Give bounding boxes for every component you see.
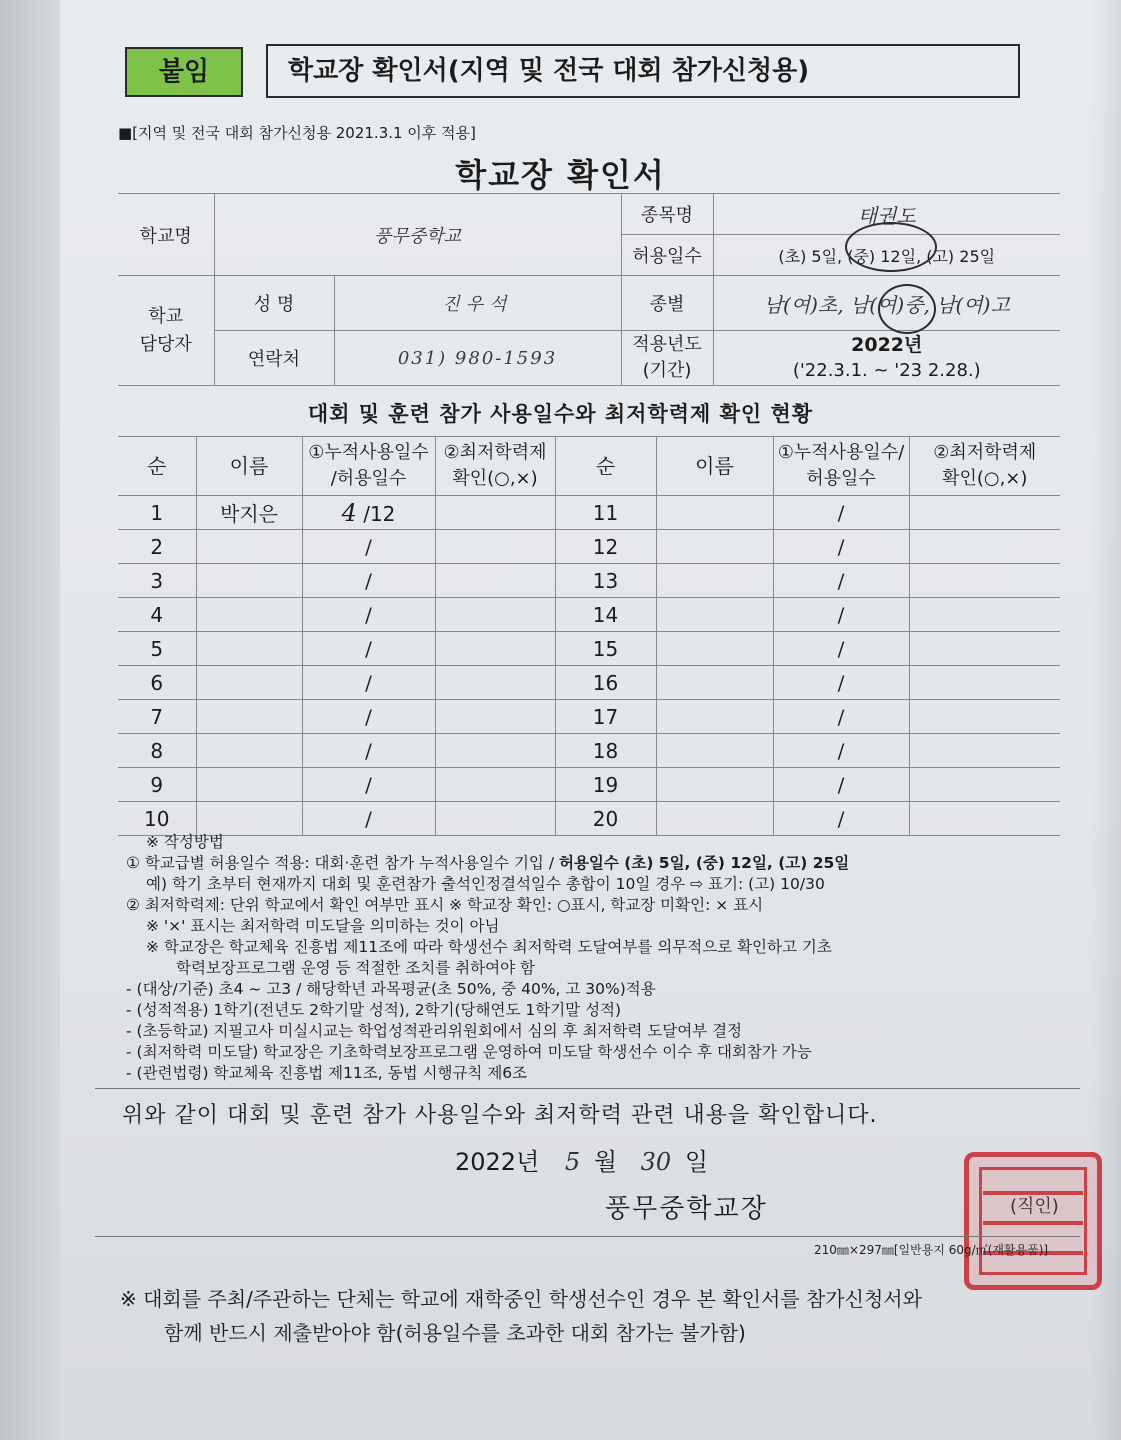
row-seq-2: 18 [555, 734, 656, 768]
apply-period-value: ('22.3.1. ~ '23 2.28.) [792, 360, 981, 381]
document-header-title: 학교장 확인서(지역 및 전국 대회 참가신청용) [266, 44, 1020, 98]
paper-fold-shadow [0, 0, 60, 1440]
row-seq-2: 19 [555, 768, 656, 802]
row-name-2 [656, 598, 773, 632]
instruction-line: ※ 학교장은 학교체육 진흥법 제11조에 따라 학생선수 최저학력 도달여부를 의무적으로 확인하고 기초 [146, 938, 832, 956]
row-min-academic-2 [909, 734, 1060, 768]
instruction-text: ① 학교급별 허용일수 적용: 대회·훈련 참가 누적사용일수 기입 / [126, 854, 559, 872]
allowed-days-value: (초) 5일, (중) 12일, (고) 25일 [713, 235, 1060, 276]
header-name-2: 이름 [656, 437, 773, 496]
row-min-academic-2 [909, 802, 1060, 836]
table-row [118, 802, 1060, 836]
name-label: 성 명 [214, 276, 334, 331]
gender-circle-mark [878, 284, 936, 334]
date-month: 5 [564, 1148, 581, 1176]
header-name: 이름 [196, 437, 302, 496]
row-name: 박지은 [196, 496, 302, 530]
row-used-days: / [302, 768, 435, 802]
row-name-2 [656, 496, 773, 530]
row-min-academic-2 [909, 496, 1060, 530]
row-seq-2: 13 [555, 564, 656, 598]
instruction-line: ※ '×' 표시는 최저학력 미도달을 의미하는 것이 아님 [146, 917, 500, 935]
row-name [196, 530, 302, 564]
table-row [118, 598, 1060, 632]
header-min-academic: ②최저학력제 확인(○,×) [435, 437, 555, 496]
row-used-days-2: / [773, 564, 909, 598]
instruction-line: - (관련법령) 학교체육 진흥법 제11조, 동법 시행규칙 제6조 [126, 1064, 528, 1082]
date-month-unit: 월 [593, 1148, 618, 1176]
row-seq-2: 20 [555, 802, 656, 836]
signature-date [455, 1142, 708, 1177]
row-min-academic [435, 632, 555, 666]
row-seq: 10 [118, 802, 196, 836]
instruction-line: 학력보장프로그램 운영 등 적절한 조치를 취하여야 함 [176, 959, 535, 977]
manager-signature: 진우석 [334, 276, 621, 331]
row-name-2 [656, 530, 773, 564]
table-row [118, 700, 1060, 734]
row-seq: 9 [118, 768, 196, 802]
header-used-days: ①누적사용일수 /허용일수 [302, 437, 435, 496]
table-row [118, 530, 1060, 564]
row-seq: 1 [118, 496, 196, 530]
date-day: 30 [640, 1148, 672, 1176]
principal-name: 풍무중학교장 [605, 1194, 768, 1224]
row-min-academic-2 [909, 666, 1060, 700]
row-min-academic [435, 598, 555, 632]
table-row [118, 632, 1060, 666]
row-min-academic [435, 734, 555, 768]
apply-year-label: 적용년도 (기간) [621, 331, 713, 386]
row-used-days: / [302, 802, 435, 836]
row-used-days-2: / [773, 734, 909, 768]
row-used-days: / [302, 598, 435, 632]
seal-label: (직인) [1010, 1196, 1059, 1217]
instruction-line: - (대상/기준) 초4 ~ 고3 / 해당학년 과목평균(초 50%, 중 40%, 고 30%)적용 [126, 980, 656, 998]
row-min-academic-2 [909, 530, 1060, 564]
instruction-line: - (초등학교) 지필고사 미실시교는 학업성적관리위원회에서 심의 후 최저학력 도달여부 결정 [126, 1022, 743, 1040]
row-min-academic-2 [909, 598, 1060, 632]
row-seq-2: 17 [555, 700, 656, 734]
row-name-2 [656, 700, 773, 734]
row-used-days: / [302, 700, 435, 734]
school-name-label: 학교명 [118, 194, 214, 276]
row-min-academic [435, 530, 555, 564]
row-name [196, 564, 302, 598]
row-used-days-2: / [773, 496, 909, 530]
attachment-badge: 붙임 [125, 47, 243, 97]
instruction-line: - (성적적용) 1학기(전년도 2학기말 성적), 2학기(당해연도 1학기말 성적) [126, 1001, 622, 1019]
writing-instructions [118, 832, 1078, 1084]
gender-value: 남(여)초, 남(여)중, 남(여)고 [713, 276, 1060, 331]
footer-line: ※ 대회를 주최/주관하는 단체는 학교에 재학중인 학생선수인 경우 본 확인서를 참가신청서와 [120, 1287, 922, 1311]
row-used-days-2: / [773, 598, 909, 632]
instructions-heading: ※ 작성방법 [146, 833, 224, 851]
allowed-days-label: 허용일수 [621, 235, 713, 276]
contact-value: 031) 980-1593 [334, 331, 621, 386]
table-row [118, 496, 1060, 530]
instruction-line: - (최저학력 미도달) 학교장은 기초학력보장프로그램 운영하여 미도달 학생선수 이수 후 대회참가 가능 [126, 1043, 812, 1061]
row-seq-2: 11 [555, 496, 656, 530]
row-min-academic-2 [909, 700, 1060, 734]
table-row [118, 564, 1060, 598]
footer-notice [120, 1282, 1080, 1350]
row-min-academic [435, 700, 555, 734]
apply-year-value: 2022년 [851, 334, 923, 356]
row-used-days [302, 496, 435, 530]
table-row [118, 734, 1060, 768]
header-seq-2: 순 [555, 437, 656, 496]
row-name-2 [656, 802, 773, 836]
paper-size-note: 210㎜×297㎜[일반용지 60g/㎡(재활용품)] [814, 1243, 1049, 1257]
instruction-line [118, 853, 1078, 874]
row-min-academic [435, 768, 555, 802]
header-min-academic-2: ②최저학력제 확인(○,×) [909, 437, 1060, 496]
row-seq-2: 12 [555, 530, 656, 564]
row-name [196, 734, 302, 768]
row-seq: 4 [118, 598, 196, 632]
seal-stroke [983, 1221, 1083, 1225]
row-used-days: / [302, 530, 435, 564]
row-name [196, 666, 302, 700]
divider [95, 1236, 1080, 1237]
contact-label: 연락처 [214, 331, 334, 386]
confirmation-statement: 위와 같이 대회 및 훈련 참가 사용일수와 최저학력 관련 내용을 확인합니다. [122, 1103, 878, 1128]
participation-status-table [118, 436, 1060, 836]
row-seq: 5 [118, 632, 196, 666]
divider [95, 1088, 1080, 1089]
row-used-days-2: / [773, 802, 909, 836]
row-used-days: / [302, 632, 435, 666]
row-used-days: / [302, 734, 435, 768]
gender-label: 종별 [621, 276, 713, 331]
middle-school-circle-mark [845, 222, 937, 272]
event-label: 종목명 [621, 194, 713, 235]
manager-label: 학교 담당자 [118, 276, 214, 386]
row-seq-2: 15 [555, 632, 656, 666]
row-used-days: / [302, 564, 435, 598]
row-seq: 8 [118, 734, 196, 768]
footer-line: 함께 반드시 제출받아야 함(허용일수를 초과한 대회 참가는 불가함) [164, 1321, 746, 1345]
row-min-academic [435, 666, 555, 700]
row-min-academic [435, 496, 555, 530]
row-used-days-2: / [773, 768, 909, 802]
header-seq: 순 [118, 437, 196, 496]
official-seal-stamp [964, 1152, 1102, 1290]
row-name-2 [656, 632, 773, 666]
row-name [196, 598, 302, 632]
used-days-handwritten: 4 [341, 498, 357, 527]
row-used-days: / [302, 666, 435, 700]
row-name-2 [656, 666, 773, 700]
row-seq: 3 [118, 564, 196, 598]
header-used-days-2: ①누적사용일수/ 허용일수 [773, 437, 909, 496]
row-min-academic-2 [909, 564, 1060, 598]
row-used-days-2: / [773, 632, 909, 666]
instruction-bold: 허용일수 (초) 5일, (중) 12일, (고) 25일 [558, 854, 850, 872]
event-value: 태권도 [713, 194, 1060, 235]
page-title: 학교장 확인서 [455, 156, 666, 194]
row-name-2 [656, 734, 773, 768]
applicability-note: ■[지역 및 전국 대회 참가신청용 2021.3.1 이후 적용] [118, 124, 476, 142]
row-seq-2: 16 [555, 666, 656, 700]
row-seq: 2 [118, 530, 196, 564]
row-used-days-2: / [773, 666, 909, 700]
row-seq: 6 [118, 666, 196, 700]
table-row [118, 768, 1060, 802]
row-name [196, 632, 302, 666]
status-section-title: 대회 및 훈련 참가 사용일수와 최저학력제 확인 현황 [307, 402, 814, 426]
row-seq-2: 14 [555, 598, 656, 632]
row-name-2 [656, 564, 773, 598]
row-name [196, 700, 302, 734]
allowed-days: /12 [363, 501, 396, 526]
row-min-academic-2 [909, 768, 1060, 802]
instruction-line: ② 최저학력제: 단위 학교에서 확인 여부만 표시 ※ 학교장 확인: ○표시, 학교장 미확인: × 표시 [126, 896, 764, 914]
date-day-unit: 일 [684, 1148, 709, 1176]
row-name [196, 802, 302, 836]
row-name-2 [656, 768, 773, 802]
row-min-academic [435, 802, 555, 836]
row-seq: 7 [118, 700, 196, 734]
row-min-academic [435, 564, 555, 598]
row-used-days-2: / [773, 700, 909, 734]
date-year: 2022년 [455, 1148, 540, 1176]
row-min-academic-2 [909, 632, 1060, 666]
instruction-line: 예) 학기 초부터 현재까지 대회 및 훈련참가 출석인정결석일수 총합이 10일 경우 ⇨ 표기: (고) 10/30 [146, 875, 825, 893]
row-used-days-2: / [773, 530, 909, 564]
row-name [196, 768, 302, 802]
school-name-value: 풍무중학교 [214, 194, 621, 276]
table-row [118, 666, 1060, 700]
